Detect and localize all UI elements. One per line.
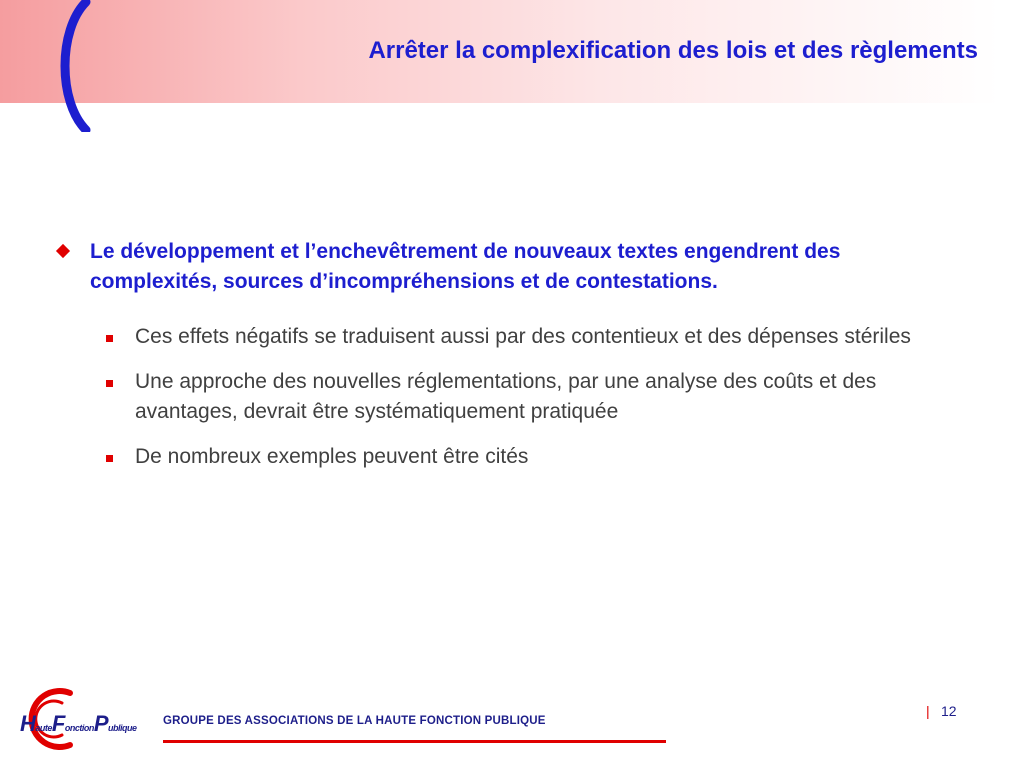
- main-bullet-text: Le développement et l’enchevêtrement de nouveaux textes engendrent des complexités, sources d’incompréhensions et de contestations.: [90, 240, 841, 293]
- square-bullet-icon: [106, 455, 113, 462]
- diamond-bullet-icon: [56, 244, 70, 258]
- sub-bullet-text: De nombreux exemples peuvent être cités: [135, 445, 529, 468]
- logo-letter-h: H: [20, 711, 36, 736]
- square-bullet-icon: [106, 380, 113, 387]
- parenthesis-icon: [52, 0, 96, 132]
- page-number: 12: [941, 703, 957, 719]
- page-separator: |: [926, 703, 930, 719]
- footer-organization: GROUPE DES ASSOCIATIONS DE LA HAUTE FONCTION PUBLIQUE: [163, 715, 546, 727]
- sub-bullet-item: [104, 322, 974, 352]
- logo-word-aute: aute: [35, 723, 52, 733]
- sub-bullet-text: Une approche des nouvelles réglementations, par une analyse des coûts et des avantages, devrait être systématiquement pratiquée: [135, 370, 877, 423]
- hfp-logo: [10, 683, 150, 755]
- footer-divider: [163, 740, 666, 743]
- logo-letter-p: P: [93, 711, 109, 736]
- logo-letter-f: F: [51, 711, 65, 736]
- sub-bullet-list: [104, 322, 974, 487]
- sub-bullet-text: Ces effets négatifs se traduisent aussi par des contentieux et des dépenses stériles: [135, 325, 911, 348]
- sub-bullet-item: [104, 442, 974, 472]
- square-bullet-icon: [106, 335, 113, 342]
- sub-bullet-item: [104, 367, 974, 427]
- logo-wordmark: [20, 711, 137, 737]
- logo-word-onction: onction: [64, 723, 94, 733]
- slide-title: Arrêter la complexification des lois et des règlements: [368, 37, 978, 64]
- logo-word-ublique: ublique: [108, 723, 137, 733]
- main-bullet: [58, 237, 958, 297]
